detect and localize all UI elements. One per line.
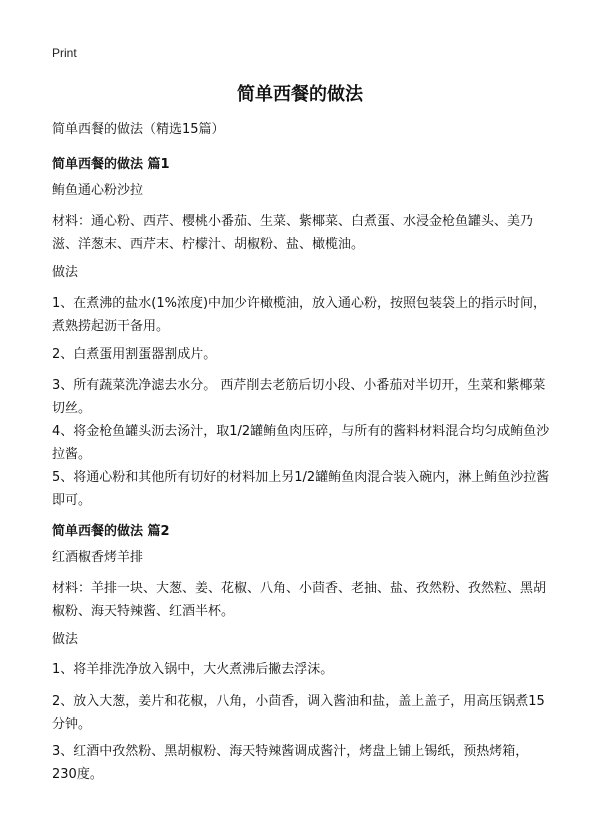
section-2-step-2: 2、放入大葱，姜片和花椒，八角，小茴香，调入酱油和盐，盖上盖子，用高压锅煮15分钟。 (52, 694, 545, 732)
section-1-step-1: 1、在煮沸的盐水(1%浓度)中加少许橄榄油，放入通心粉，按照包装袋上的指示时间，煮熟捞起沥干备用。 (52, 296, 547, 334)
section-2-method-label: 做法 (52, 632, 79, 647)
section-2-step-1: 1、将羊排洗净放入锅中，大火煮沸后撇去浮沫。 (52, 662, 334, 677)
section-1-materials: 材料：通心粉、西芹、樱桃小番茄、生菜、紫椰菜、白煮蛋、水浸金枪鱼罐头、美乃滋、洋葱末、西芹末、柠檬汁、胡椒粉、盐、橄榄油。 (52, 214, 534, 252)
section-1-dish: 鲔鱼通心粉沙拉 (52, 183, 144, 198)
section-1-step-4: 4、将金枪鱼罐头沥去汤汁，取1/2罐鲔鱼肉压碎，与所有的酱料材料混合均匀成鲔鱼沙拉酱。 (52, 424, 550, 462)
print-link[interactable]: Print (52, 46, 77, 60)
section-1-step-5: 5、将通心粉和其他所有切好的材料加上另1/2罐鲔鱼肉混合装入碗内，淋上鲔鱼沙拉酱即可。 (52, 470, 550, 508)
section-1-step-2: 2、白煮蛋用割蛋器割成片。 (52, 347, 217, 362)
section-1-step-3: 3、所有蔬菜洗净滤去水分。 西芹削去老筋后切小段、小番茄对半切开，生菜和紫椰菜切丝。 (52, 378, 546, 416)
section-1-method-label: 做法 (52, 265, 79, 280)
section-2-step-3: 3、红酒中孜然粉、黑胡椒粉、海天特辣酱调成酱汁，烤盘上铺上锡纸，预热烤箱，230度。 (52, 744, 529, 782)
section-2-heading: 简单西餐的做法 篇2 (52, 524, 170, 539)
section-1-heading: 简单西餐的做法 篇1 (52, 157, 170, 172)
section-2-materials: 材料：羊排一块、大葱、姜、花椒、八角、小茴香、老抽、盐、孜然粉、孜然粒、黑胡椒粉、海天特辣酱、红酒半杯。 (52, 581, 547, 619)
subtitle: 简单西餐的做法（精选15篇） (52, 122, 225, 137)
section-2-dish: 红酒椒香烤羊排 (52, 550, 144, 565)
page-title: 简单西餐的做法 (237, 84, 363, 105)
